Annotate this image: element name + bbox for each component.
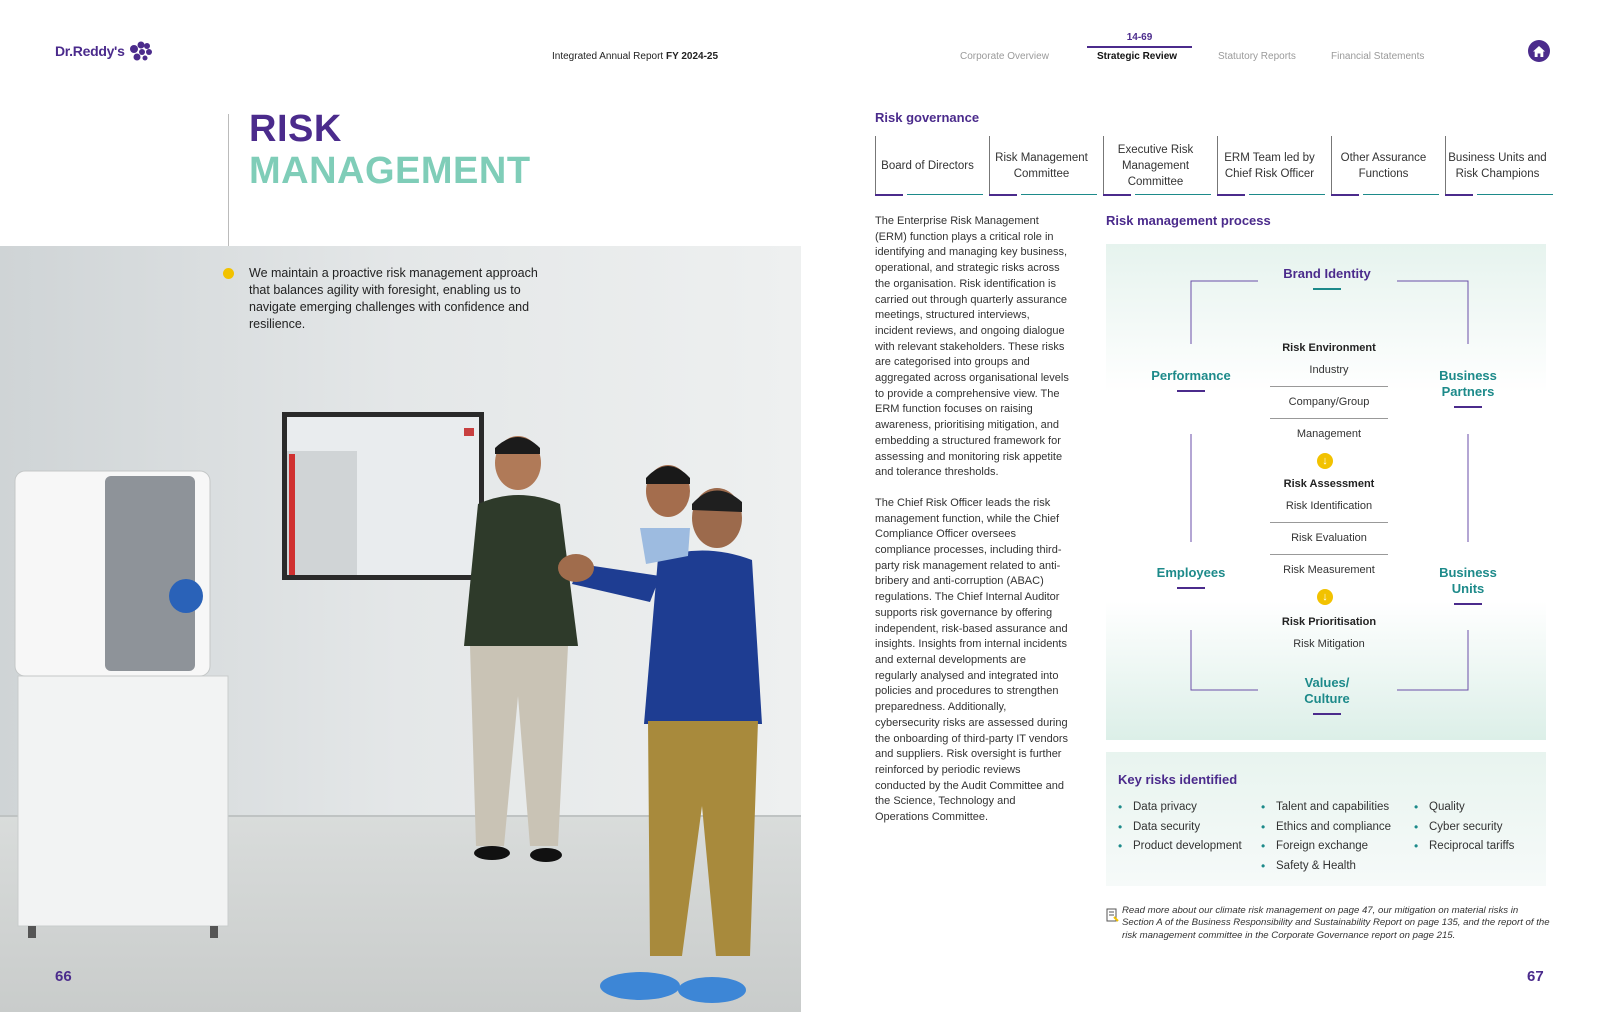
key-risk-item: • Ethics and compliance (1261, 818, 1391, 838)
key-risk-item: • Quality (1414, 798, 1514, 818)
key-risk-item: • Cyber security (1414, 818, 1514, 838)
logo-text: Dr.Reddy's (55, 43, 125, 59)
node-employees-label: Employees (1156, 565, 1226, 580)
node-business-units-label: Business Units (1439, 565, 1497, 596)
key-risk-item: • Foreign exchange (1261, 837, 1391, 857)
page-number-left: 66 (55, 968, 72, 985)
risk-prioritisation-heading: Risk Prioritisation (1281, 616, 1377, 628)
node-business-partners (1423, 368, 1513, 408)
page-title-line2: MANAGEMENT (249, 150, 531, 192)
center-divider (1270, 386, 1388, 387)
key-risk-item: • Safety & Health (1261, 857, 1391, 877)
page-number-right: 67 (1527, 968, 1544, 985)
page-title-line1: RISK (249, 108, 342, 150)
process-heading: Risk management process (1106, 213, 1271, 228)
down-arrow-icon: ↓ (1317, 589, 1333, 605)
key-risk-item: • Data security (1118, 818, 1242, 838)
center-divider (1270, 522, 1388, 523)
key-risks-column-1 (1118, 798, 1242, 857)
down-arrow-icon: ↓ (1317, 453, 1333, 469)
risk-environment-item: Company/Group (1288, 396, 1370, 408)
node-brand-identity (1277, 266, 1377, 290)
report-title-year: FY 2024-25 (665, 51, 719, 62)
risk-prioritisation-item: Risk Mitigation (1293, 638, 1365, 650)
node-employees-bar (1177, 587, 1205, 589)
report-title-prefix: Integrated Annual Report (552, 51, 666, 62)
key-risk-item: • Data privacy (1118, 798, 1242, 818)
nav-statutory-reports[interactable]: Statutory Reports (1218, 51, 1296, 62)
node-performance (1146, 368, 1236, 392)
governance-item: Risk Management Committee (989, 136, 1093, 196)
risk-environment-heading: Risk Environment (1282, 342, 1376, 354)
risk-assessment-item: Risk Identification (1285, 500, 1373, 512)
node-brand-identity-label: Brand Identity (1283, 266, 1371, 281)
key-risks-heading: Key risks identified (1118, 772, 1238, 787)
nav-strategic-review[interactable]: Strategic Review (1097, 51, 1178, 62)
node-values-culture-label: Values/ Culture (1304, 675, 1350, 706)
erm-paragraph-1: The Enterprise Risk Management (ERM) function plays a critical role in identifying and managing key business, operational, and strategic risks across the organisation. Risk identification is carried out through quarterly assurance meetings, structured interviews, incident reviews, and ongoing dialogue with relevant stakeholders. These risks are categorised into groups and aggregated across organisational levels to provide a comprehensive view. The ERM function focuses on raising awareness, prioritising mitigation, and embedding a structured framework for assessing and monitoring risk appetite and tolerance thresholds. (875, 215, 1069, 479)
node-performance-label: Performance (1151, 368, 1231, 383)
key-risk-item: • Talent and capabilities (1261, 798, 1391, 818)
node-business-partners-bar (1454, 406, 1482, 408)
nav-corporate-overview[interactable]: Corporate Overview (960, 51, 1049, 62)
governance-item: Other Assurance Functions (1331, 136, 1435, 196)
nav-strategic-review-pages: 14-69 (1126, 32, 1153, 43)
node-values-culture-bar (1313, 713, 1341, 715)
node-employees (1146, 565, 1236, 589)
center-divider (1270, 554, 1388, 555)
nav-financial-statements[interactable]: Financial Statements (1331, 51, 1425, 62)
node-business-units (1423, 565, 1513, 605)
governance-item: ERM Team led by Chief Risk Officer (1217, 136, 1321, 196)
read-more-note[interactable]: Read more about our climate risk management on page 47, our mitigation on material risks in Section A of the Business Responsibility and Sustainability Report on page 135, and the report of the risk management committee in the Corporate Governance report on page 215. (1122, 905, 1550, 941)
node-brand-identity-bar (1313, 288, 1341, 290)
risk-environment-item: Management (1296, 428, 1362, 440)
risk-assessment-item: Risk Evaluation (1291, 532, 1367, 544)
document-icon (1106, 908, 1119, 923)
erm-paragraph-2: The Chief Risk Officer leads the risk management function, while the Chief Compliance Officer oversees compliance processes, including third-party risk management related to anti-bribery and anti-corruption (ABAC) regulations. The Chief Internal Auditor supports risk governance by offering independent, risk-based assurance and insights. Insights from internal incidents and external developments are regularly analysed and integrated into policies and procedures to strengthen preparedness. Additionally, cybersecurity risks are assessed during the onboarding of third-party IT vendors and suppliers. Risk oversight is further reinforced by periodic reviews conducted by the Audit Committee and the Science, Technology and Operations Committee. (875, 496, 1069, 824)
governance-item: Board of Directors (875, 136, 979, 196)
node-values-culture (1287, 675, 1367, 715)
risk-assessment-heading: Risk Assessment (1283, 478, 1375, 490)
intro-statement: We maintain a proactive risk management approach that balances agility with foresight, enabling us to navigate emerging challenges with confidence and resilience. (249, 266, 538, 331)
node-performance-bar (1177, 390, 1205, 392)
key-risks-column-3 (1414, 798, 1514, 857)
risk-assessment-item: Risk Measurement (1283, 564, 1375, 576)
key-risk-item: • Reciprocal tariffs (1414, 837, 1514, 857)
node-business-partners-label: Business Partners (1439, 368, 1497, 399)
key-risk-item: • Product development (1118, 837, 1242, 857)
governance-heading: Risk governance (875, 110, 980, 125)
governance-item: Executive Risk Management Committee (1103, 136, 1207, 196)
node-business-units-bar (1454, 603, 1482, 605)
center-divider (1270, 418, 1388, 419)
governance-item: Business Units and Risk Champions (1445, 136, 1549, 196)
key-risks-column-2 (1261, 798, 1391, 876)
risk-environment-item: Industry (1309, 364, 1349, 376)
